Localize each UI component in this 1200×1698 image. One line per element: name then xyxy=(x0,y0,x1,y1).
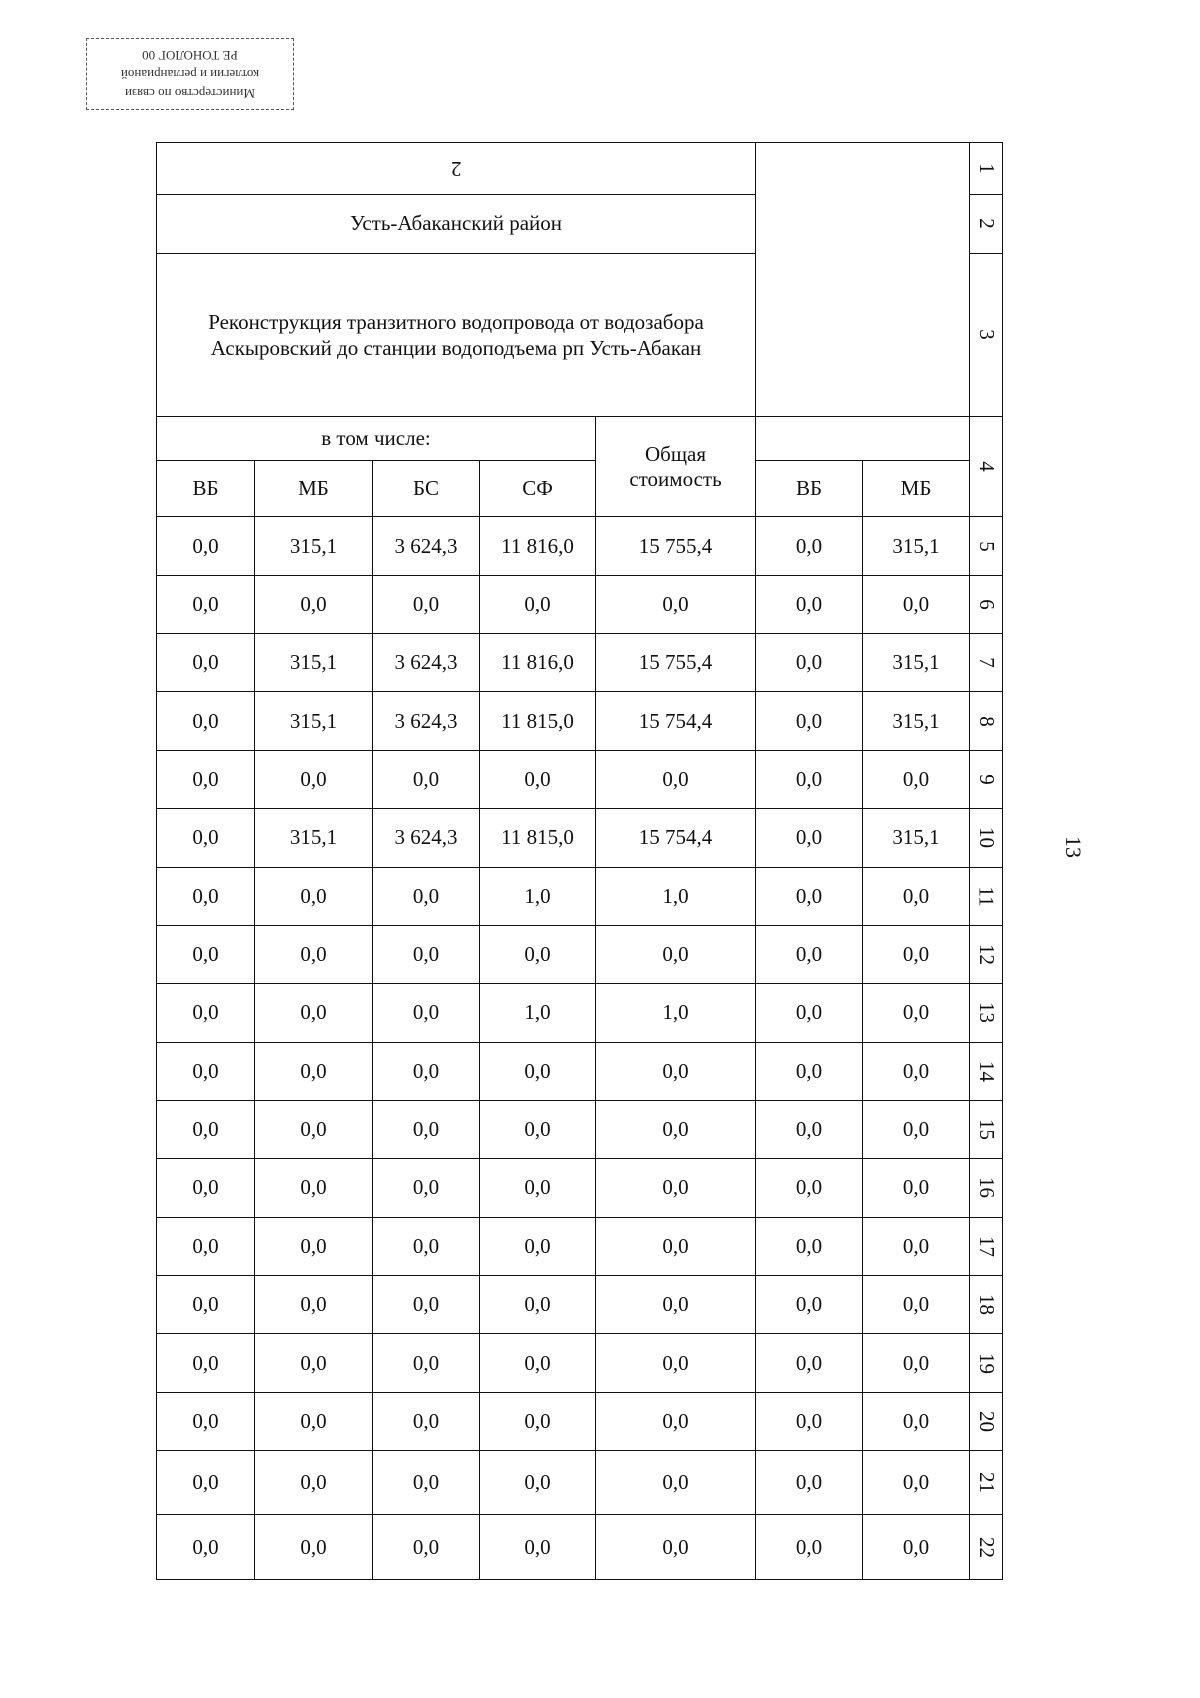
row-number: 12 xyxy=(970,925,1003,983)
table-row xyxy=(157,1451,1003,1515)
column-header: СФ xyxy=(480,460,596,516)
table-row xyxy=(157,1042,1003,1100)
value-cell: 0,0 xyxy=(863,1451,970,1515)
value-cell: 1,0 xyxy=(480,984,596,1042)
row-number: 17 xyxy=(970,1217,1003,1275)
value-cell: 0,0 xyxy=(756,867,863,925)
stamp-line: Министерство по связи xyxy=(125,86,255,101)
column-header: ВБ xyxy=(756,460,863,516)
value-cell: 0,0 xyxy=(480,1100,596,1158)
value-cell: 0,0 xyxy=(756,1334,863,1392)
value-cell: 0,0 xyxy=(255,575,373,633)
value-cell: 0,0 xyxy=(480,1159,596,1217)
value-cell: 315,1 xyxy=(255,517,373,575)
row-number: 2 xyxy=(970,195,1003,253)
value-cell: 0,0 xyxy=(480,1451,596,1515)
value-cell: 0,0 xyxy=(157,1159,255,1217)
value-cell: 0,0 xyxy=(863,575,970,633)
value-cell: 0,0 xyxy=(373,867,480,925)
value-cell: 0,0 xyxy=(756,750,863,808)
value-cell: 0,0 xyxy=(756,1451,863,1515)
row-number: 9 xyxy=(970,750,1003,808)
value-cell: 315,1 xyxy=(255,634,373,692)
value-cell: 0,0 xyxy=(157,517,255,575)
column-header: ВБ xyxy=(157,460,255,516)
value-cell: 0,0 xyxy=(863,1392,970,1450)
value-cell: 0,0 xyxy=(480,575,596,633)
value-cell: 0,0 xyxy=(157,575,255,633)
value-cell: 0,0 xyxy=(863,1334,970,1392)
table-row xyxy=(157,925,1003,983)
value-cell: 0,0 xyxy=(373,1392,480,1450)
stamp-line: РЕ ТОНОЛОГ 00 xyxy=(142,48,238,63)
value-cell: 0,0 xyxy=(596,925,756,983)
value-cell: 0,0 xyxy=(157,984,255,1042)
row-number: 1 xyxy=(970,143,1003,195)
row-number: 3 xyxy=(970,253,1003,416)
row-number: 5 xyxy=(970,517,1003,575)
row-number: 13 xyxy=(970,984,1003,1042)
value-cell: 0,0 xyxy=(373,1159,480,1217)
value-cell: 0,0 xyxy=(373,1100,480,1158)
row-number: 16 xyxy=(970,1159,1003,1217)
table-row xyxy=(157,1392,1003,1450)
value-cell: 0,0 xyxy=(480,1515,596,1580)
value-cell: 0,0 xyxy=(255,1451,373,1515)
table-row xyxy=(157,634,1003,692)
table-body xyxy=(157,517,1003,1580)
value-cell: 0,0 xyxy=(157,867,255,925)
value-cell: 0,0 xyxy=(596,750,756,808)
value-cell: 0,0 xyxy=(863,867,970,925)
value-cell: 0,0 xyxy=(480,1276,596,1334)
value-cell: 0,0 xyxy=(255,984,373,1042)
value-cell: 0,0 xyxy=(480,750,596,808)
value-cell: 3 624,3 xyxy=(373,809,480,867)
value-cell: 315,1 xyxy=(863,634,970,692)
project-title-line: Реконструкция транзитного водопровода от водозабора xyxy=(208,309,704,334)
table-row xyxy=(157,692,1003,750)
value-cell: 0,0 xyxy=(863,1276,970,1334)
value-cell: 0,0 xyxy=(756,1042,863,1100)
empty-subheader-cell xyxy=(756,416,970,460)
value-cell: 0,0 xyxy=(596,1334,756,1392)
value-cell: 0,0 xyxy=(373,1276,480,1334)
value-cell: 3 624,3 xyxy=(373,517,480,575)
value-cell: 0,0 xyxy=(863,1100,970,1158)
value-cell: 0,0 xyxy=(157,1042,255,1100)
value-cell: 0,0 xyxy=(863,925,970,983)
value-cell: 0,0 xyxy=(373,1334,480,1392)
row-number: 6 xyxy=(970,575,1003,633)
value-cell: 0,0 xyxy=(255,1392,373,1450)
value-cell: 0,0 xyxy=(373,1217,480,1275)
value-cell: 0,0 xyxy=(255,1334,373,1392)
value-cell: 3 624,3 xyxy=(373,634,480,692)
value-cell: 0,0 xyxy=(373,984,480,1042)
in-that-number-label: в том числе: xyxy=(157,416,596,460)
row-number: 14 xyxy=(970,1042,1003,1100)
value-cell: 0,0 xyxy=(480,1217,596,1275)
value-cell: 0,0 xyxy=(157,809,255,867)
value-cell: 0,0 xyxy=(756,634,863,692)
stamp-line: котлегии и регланрианой xyxy=(120,67,260,82)
value-cell: 0,0 xyxy=(863,750,970,808)
value-cell: 0,0 xyxy=(157,1334,255,1392)
row-number: 10 xyxy=(970,809,1003,867)
value-cell: 15 754,4 xyxy=(596,692,756,750)
value-cell: 0,0 xyxy=(756,984,863,1042)
value-cell: 0,0 xyxy=(157,1100,255,1158)
value-cell: 0,0 xyxy=(756,809,863,867)
table-row xyxy=(157,1159,1003,1217)
value-cell: 0,0 xyxy=(157,750,255,808)
total-cost-header xyxy=(596,416,756,517)
row-number: 19 xyxy=(970,1334,1003,1392)
row-number: 22 xyxy=(970,1515,1003,1580)
value-cell: 315,1 xyxy=(863,692,970,750)
value-cell: 315,1 xyxy=(255,692,373,750)
value-cell: 0,0 xyxy=(480,925,596,983)
row-number: 7 xyxy=(970,634,1003,692)
value-cell: 0,0 xyxy=(756,1392,863,1450)
value-cell: 0,0 xyxy=(863,1159,970,1217)
value-cell: 0,0 xyxy=(255,1515,373,1580)
value-cell: 0,0 xyxy=(756,1276,863,1334)
table-row xyxy=(157,1334,1003,1392)
value-cell: 0,0 xyxy=(157,1276,255,1334)
value-cell: 0,0 xyxy=(255,1100,373,1158)
value-cell: 0,0 xyxy=(596,1515,756,1580)
value-cell: 0,0 xyxy=(756,1515,863,1580)
value-cell: 0,0 xyxy=(157,1217,255,1275)
total-cost-line: стоимость xyxy=(629,466,722,491)
value-cell: 1,0 xyxy=(480,867,596,925)
value-cell: 0,0 xyxy=(157,925,255,983)
value-cell: 0,0 xyxy=(157,1515,255,1580)
project-title-line: Аскыровский до станции водоподъема рп Усть-Абакан xyxy=(210,335,702,360)
value-cell: 0,0 xyxy=(596,1276,756,1334)
value-cell: 0,0 xyxy=(373,925,480,983)
value-cell: 0,0 xyxy=(255,1217,373,1275)
value-cell: 0,0 xyxy=(756,575,863,633)
column-index-cell: 2 xyxy=(157,143,756,195)
total-cost-line: Общая xyxy=(645,441,707,466)
value-cell: 0,0 xyxy=(756,1217,863,1275)
value-cell: 0,0 xyxy=(756,1100,863,1158)
value-cell: 0,0 xyxy=(373,575,480,633)
value-cell: 11 816,0 xyxy=(480,517,596,575)
row-number: 15 xyxy=(970,1100,1003,1158)
table-row xyxy=(157,750,1003,808)
table-row xyxy=(157,1276,1003,1334)
table-row xyxy=(157,575,1003,633)
value-cell: 0,0 xyxy=(373,1451,480,1515)
value-cell: 0,0 xyxy=(255,1276,373,1334)
value-cell: 0,0 xyxy=(157,692,255,750)
table-row xyxy=(157,1217,1003,1275)
value-cell: 1,0 xyxy=(596,984,756,1042)
value-cell: 315,1 xyxy=(863,517,970,575)
value-cell: 0,0 xyxy=(756,517,863,575)
value-cell: 0,0 xyxy=(480,1042,596,1100)
value-cell: 0,0 xyxy=(373,1042,480,1100)
value-cell: 1,0 xyxy=(596,867,756,925)
value-cell: 0,0 xyxy=(157,634,255,692)
page-number: 13 xyxy=(1061,836,1086,858)
empty-header-cell xyxy=(756,143,970,417)
table-row xyxy=(157,517,1003,575)
column-header: МБ xyxy=(863,460,970,516)
column-header: МБ xyxy=(255,460,373,516)
value-cell: 0,0 xyxy=(596,575,756,633)
value-cell: 0,0 xyxy=(863,1515,970,1580)
value-cell: 0,0 xyxy=(863,984,970,1042)
value-cell: 0,0 xyxy=(596,1451,756,1515)
row-number: 20 xyxy=(970,1392,1003,1450)
value-cell: 0,0 xyxy=(596,1159,756,1217)
table-row xyxy=(157,1100,1003,1158)
value-cell: 0,0 xyxy=(863,1217,970,1275)
value-cell: 15 754,4 xyxy=(596,809,756,867)
value-cell: 0,0 xyxy=(255,925,373,983)
column-header: БС xyxy=(373,460,480,516)
table-row xyxy=(157,984,1003,1042)
value-cell: 11 816,0 xyxy=(480,634,596,692)
row-number: 11 xyxy=(970,867,1003,925)
value-cell: 0,0 xyxy=(863,1042,970,1100)
row-number: 21 xyxy=(970,1451,1003,1515)
value-cell: 315,1 xyxy=(255,809,373,867)
value-cell: 315,1 xyxy=(863,809,970,867)
value-cell: 0,0 xyxy=(157,1451,255,1515)
row-number: 8 xyxy=(970,692,1003,750)
value-cell: 0,0 xyxy=(373,750,480,808)
project-title xyxy=(157,253,756,416)
value-cell: 0,0 xyxy=(373,1515,480,1580)
value-cell: 15 755,4 xyxy=(596,517,756,575)
value-cell: 0,0 xyxy=(596,1100,756,1158)
table-row xyxy=(157,809,1003,867)
value-cell: 0,0 xyxy=(255,867,373,925)
value-cell: 0,0 xyxy=(480,1392,596,1450)
district-name: Усть-Абаканский район xyxy=(157,195,756,253)
value-cell: 0,0 xyxy=(756,692,863,750)
value-cell: 0,0 xyxy=(255,1159,373,1217)
value-cell: 15 755,4 xyxy=(596,634,756,692)
value-cell: 0,0 xyxy=(596,1392,756,1450)
value-cell: 0,0 xyxy=(255,1042,373,1100)
value-cell: 0,0 xyxy=(756,1159,863,1217)
value-cell: 11 815,0 xyxy=(480,692,596,750)
value-cell: 3 624,3 xyxy=(373,692,480,750)
value-cell: 0,0 xyxy=(480,1334,596,1392)
value-cell: 11 815,0 xyxy=(480,809,596,867)
row-number: 4 xyxy=(970,416,1003,517)
value-cell: 0,0 xyxy=(596,1217,756,1275)
value-cell: 0,0 xyxy=(756,925,863,983)
table-row xyxy=(157,867,1003,925)
table-row xyxy=(157,1515,1003,1580)
value-cell: 0,0 xyxy=(596,1042,756,1100)
funding-table xyxy=(156,142,1003,1580)
row-number: 18 xyxy=(970,1276,1003,1334)
value-cell: 0,0 xyxy=(157,1392,255,1450)
registration-stamp xyxy=(86,38,294,110)
value-cell: 0,0 xyxy=(255,750,373,808)
